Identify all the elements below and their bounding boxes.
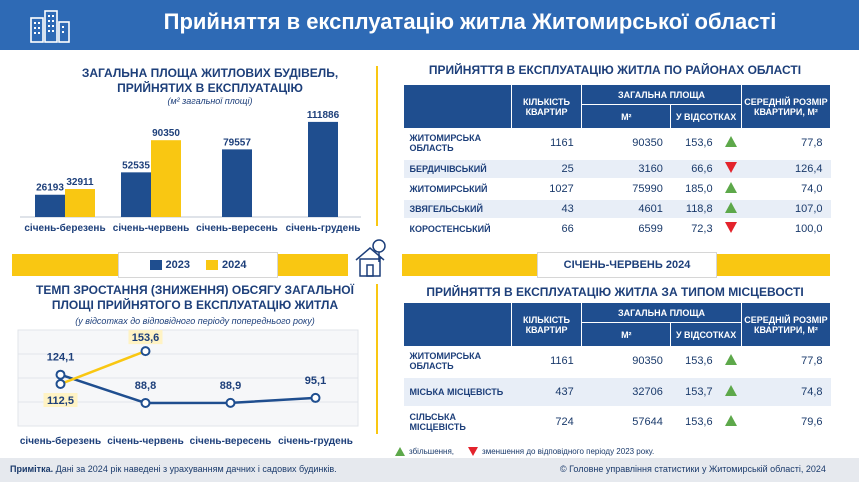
- locality-header-name: [404, 303, 512, 347]
- table-row: [404, 199, 831, 219]
- district-percent: 153,6: [671, 129, 721, 159]
- locality-title: ПРИЙНЯТТЯ В ЕКСПЛУАТАЦІЮ ЖИТЛА ЗА ТИПОМ МІСЦЕВОСТІ: [426, 285, 804, 299]
- district-avg: 74,0: [741, 179, 830, 199]
- data-point-2023: [142, 399, 150, 407]
- bar-value-label: 32911: [66, 177, 94, 189]
- trend-down-icon: [721, 159, 742, 179]
- locality-percent: 153,6: [671, 407, 721, 437]
- legend-up-icon: [395, 447, 405, 456]
- districts-title: ПРИЙНЯТТЯ В ЕКСПЛУАТАЦІЮ ЖИТЛА ПО РАЙОНАХ ОБЛАСТІ: [428, 63, 802, 77]
- locality-header-m2: М²: [582, 323, 671, 347]
- table-row: [404, 159, 831, 179]
- district-avg: 126,4: [741, 159, 830, 179]
- note-label: Примітка.: [10, 464, 54, 474]
- bar-chart-title: ЗАГАЛЬНА ПЛОЩА ЖИТЛОВИХ БУДІВЕЛЬ, ПРИЙНЯТИХ В ЕКСПЛУАТАЦІЮ: [81, 66, 339, 95]
- x-tick-label: січень-березень: [24, 223, 106, 234]
- locality-percent: 153,6: [671, 347, 721, 377]
- data-point-2023: [312, 394, 320, 402]
- locality-avg: 74,8: [741, 377, 830, 407]
- district-area: 75990: [582, 179, 671, 199]
- table-row: [404, 129, 831, 159]
- district-name: ЗВЯГЕЛЬСЬКИЙ: [404, 199, 512, 219]
- data-label: 112,5: [47, 395, 74, 407]
- bar-2023: [35, 195, 65, 217]
- district-percent: 66,6: [671, 159, 721, 179]
- bar-2024: [65, 189, 95, 217]
- bar-value-label: 26193: [36, 182, 64, 194]
- districts-header-area: ЗАГАЛЬНА ПЛОЩА: [582, 85, 742, 105]
- locality-apartments: 437: [511, 377, 581, 407]
- locality-name: СІЛЬСЬКА МІСЦЕВІСТЬ: [404, 407, 512, 437]
- data-point-2024: [57, 380, 65, 388]
- locality-header-apartments: КІЛЬКІСТЬ КВАРТИР: [511, 303, 581, 347]
- table-row: [404, 179, 831, 199]
- legend-swatch-2024: [206, 260, 218, 270]
- locality-area: 32706: [582, 377, 671, 407]
- data-label: 95,1: [304, 374, 327, 387]
- district-apartments: 43: [511, 199, 581, 219]
- locality-percent: 153,7: [671, 377, 721, 407]
- divider-vertical: [376, 66, 378, 226]
- trend-up-icon: [721, 129, 742, 159]
- trend-up-icon: [721, 407, 742, 437]
- locality-apartments: 1161: [511, 347, 581, 377]
- bar-2023: [308, 122, 338, 217]
- table-row: [404, 407, 831, 437]
- district-apartments: 1161: [511, 129, 581, 159]
- line-chart-subtitle: (у відсотках до відповідного періоду попереднього року): [75, 316, 315, 326]
- bar-2023: [222, 149, 252, 217]
- district-area: 4601: [582, 199, 671, 219]
- line-chart-title: ТЕМП ЗРОСТАННЯ (ЗНИЖЕННЯ) ОБСЯГУ ЗАГАЛЬНОЇ ПЛОЩІ ПРИЙНЯТОГО В ЕКСПЛУАТАЦІЮ ЖИТЛА: [36, 283, 354, 312]
- districts-header-avg: СЕРЕДНІЙ РОЗМІР КВАРТИРИ, М²: [741, 85, 830, 129]
- locality-avg: 79,6: [741, 407, 830, 437]
- locality-header-avg: СЕРЕДНІЙ РОЗМІР КВАРТИРИ, М²: [741, 303, 830, 347]
- period-label: СІЧЕНЬ-ЧЕРВЕНЬ 2024: [537, 252, 717, 278]
- locality-name: МІСЬКА МІСЦЕВІСТЬ: [404, 377, 512, 407]
- x-tick-label: січень-червень: [107, 436, 184, 447]
- district-name: ЖИТОМИРСЬКА ОБЛАСТЬ: [404, 129, 512, 159]
- x-tick-label: січень-березень: [19, 436, 102, 447]
- data-label: 88,8: [134, 379, 157, 392]
- districts-header-percent: У ВІДСОТКАХ: [671, 105, 741, 129]
- x-tick-label: січень-вересень: [189, 436, 272, 447]
- district-name: ЖИТОМИРСЬКИЙ: [404, 179, 512, 199]
- x-tick-label: січень-червень: [112, 223, 190, 234]
- district-avg: 77,8: [741, 129, 830, 159]
- district-avg: 100,0: [741, 219, 830, 239]
- locality-name: ЖИТОМИРСЬКА ОБЛАСТЬ: [404, 347, 512, 377]
- locality-area: 90350: [582, 347, 671, 377]
- districts-table: [403, 84, 831, 240]
- trend-legend: [395, 447, 654, 456]
- data-point-2023: [57, 371, 65, 379]
- bar-value-label: 90350: [152, 128, 180, 140]
- districts-header-apartments: КІЛЬКІСТЬ КВАРТИР: [511, 85, 581, 129]
- legend-label-2024: 2024: [222, 259, 247, 271]
- trend-up-icon: [721, 179, 742, 199]
- locality-header-percent: У ВІДСОТКАХ: [671, 323, 741, 347]
- legend-up-label: збільшення,: [409, 447, 455, 456]
- bar-chart-subtitle: (м² загальної площі): [167, 96, 253, 106]
- district-area: 90350: [582, 129, 671, 159]
- data-point-2024: [142, 347, 150, 355]
- district-avg: 107,0: [741, 199, 830, 219]
- bar-2023: [121, 172, 151, 217]
- legend-down-icon: [468, 447, 478, 456]
- locality-area: 57644: [582, 407, 671, 437]
- district-apartments: 25: [511, 159, 581, 179]
- bar-2024: [151, 140, 181, 217]
- legend-label-2023: 2023: [165, 259, 190, 271]
- locality-header-area: ЗАГАЛЬНА ПЛОЩА: [582, 303, 742, 323]
- bar-value-label: 79557: [223, 137, 251, 149]
- chart-legend: [118, 252, 278, 278]
- district-percent: 118,8: [671, 199, 721, 219]
- data-point-2023: [227, 399, 235, 407]
- district-apartments: 1027: [511, 179, 581, 199]
- district-percent: 185,0: [671, 179, 721, 199]
- data-label: 124,1: [46, 351, 75, 364]
- note-text: Дані за 2024 рік наведені з урахуванням дачних і садових будинків.: [55, 464, 337, 474]
- x-tick-label: січень-грудень: [278, 436, 353, 447]
- table-row: [404, 219, 831, 239]
- page-title: Прийняття в експлуатацію житла Житомирської області: [163, 9, 777, 34]
- footer-note: [10, 464, 337, 474]
- district-area: 6599: [582, 219, 671, 239]
- line-chart: [14, 326, 364, 452]
- district-name: КОРОСТЕНСЬКИЙ: [404, 219, 512, 239]
- districts-header-name: [404, 85, 512, 129]
- districts-header-m2: М²: [582, 105, 671, 129]
- bar-chart: [18, 105, 363, 245]
- locality-table: [403, 302, 831, 438]
- table-row: [404, 347, 831, 377]
- district-percent: 72,3: [671, 219, 721, 239]
- bar-value-label: 52535: [122, 160, 150, 172]
- locality-apartments: 724: [511, 407, 581, 437]
- district-apartments: 66: [511, 219, 581, 239]
- legend-down-label: зменшення до відповідного періоду 2023 року.: [482, 447, 655, 456]
- divider-vertical-2: [376, 284, 378, 434]
- house-key-icon: [352, 238, 398, 280]
- trend-down-icon: [721, 219, 742, 239]
- data-label: 88,9: [219, 379, 242, 392]
- table-row: [404, 377, 831, 407]
- district-area: 3160: [582, 159, 671, 179]
- trend-up-icon: [721, 377, 742, 407]
- trend-up-icon: [721, 199, 742, 219]
- legend-swatch-2023: [150, 260, 162, 270]
- data-label: 153,6: [131, 332, 160, 345]
- bar-value-label: 111886: [306, 109, 340, 121]
- district-name: БЕРДИЧІВСЬКИЙ: [404, 159, 512, 179]
- x-tick-label: січень-грудень: [285, 223, 361, 234]
- x-tick-label: січень-вересень: [196, 223, 278, 234]
- trend-up-icon: [721, 347, 742, 377]
- locality-avg: 77,8: [741, 347, 830, 377]
- buildings-logo-icon: [28, 8, 72, 44]
- footer-source: © Головне управління статистики у Житомирській області, 2024: [560, 464, 826, 474]
